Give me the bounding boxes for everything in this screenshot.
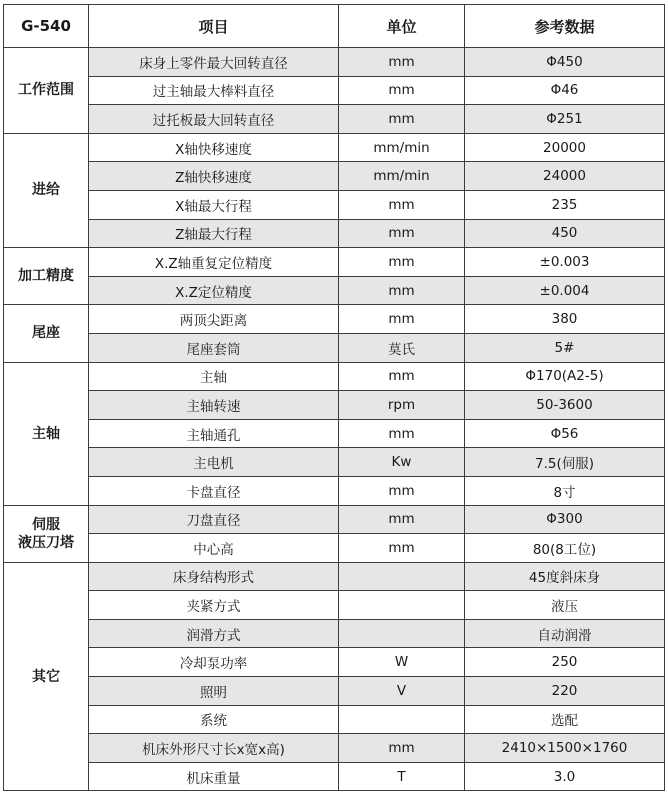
group-label <box>4 562 89 791</box>
value-cell: Φ450 <box>465 48 665 77</box>
param-cell: 床身上零件最大回转直径 <box>89 48 339 77</box>
unit-cell <box>339 619 465 648</box>
unit-cell: mm <box>339 276 465 305</box>
unit-cell: Kw <box>339 448 465 477</box>
value-cell: 20000 <box>465 133 665 162</box>
group-label-line: 主轴 <box>32 425 60 442</box>
param-cell: Z轴最大行程 <box>89 219 339 248</box>
value-cell: 5# <box>465 333 665 362</box>
group-label <box>4 505 89 562</box>
param-cell: 夹紧方式 <box>89 591 339 620</box>
param-cell: Z轴快移速度 <box>89 162 339 191</box>
unit-cell: V <box>339 677 465 706</box>
group-label-line: 液压刀塔 <box>18 534 74 551</box>
param-cell: 两顶尖距离 <box>89 305 339 334</box>
unit-cell: mm <box>339 105 465 134</box>
unit-cell: mm <box>339 734 465 763</box>
unit-cell: mm <box>339 48 465 77</box>
table-row <box>4 219 665 248</box>
value-cell: 450 <box>465 219 665 248</box>
value-cell: ±0.004 <box>465 276 665 305</box>
group-label <box>4 133 89 247</box>
param-cell: X轴快移速度 <box>89 133 339 162</box>
value-cell: 45度斜床身 <box>465 562 665 591</box>
param-cell: 主轴通孔 <box>89 419 339 448</box>
value-cell: Φ46 <box>465 76 665 105</box>
unit-cell <box>339 591 465 620</box>
param-cell: 机床重量 <box>89 762 339 791</box>
table-row <box>4 677 665 706</box>
param-cell: 过托板最大回转直径 <box>89 105 339 134</box>
group-label <box>4 362 89 505</box>
unit-cell: mm <box>339 505 465 534</box>
table-row <box>4 591 665 620</box>
table-row <box>4 105 665 134</box>
value-cell: 50-3600 <box>465 391 665 420</box>
value-cell: Φ300 <box>465 505 665 534</box>
param-cell: 主轴转速 <box>89 391 339 420</box>
unit-cell: mm/min <box>339 162 465 191</box>
table-row <box>4 648 665 677</box>
param-cell: 冷却泵功率 <box>89 648 339 677</box>
param-cell: X.Z轴重复定位精度 <box>89 248 339 277</box>
table-row <box>4 391 665 420</box>
unit-cell: W <box>339 648 465 677</box>
table-row <box>4 305 665 334</box>
value-cell: ±0.003 <box>465 248 665 277</box>
value-cell: 250 <box>465 648 665 677</box>
header-model: G-540 <box>4 5 89 48</box>
table-row <box>4 76 665 105</box>
group-label <box>4 305 89 362</box>
unit-cell: mm <box>339 248 465 277</box>
table-row <box>4 190 665 219</box>
unit-cell: mm <box>339 476 465 505</box>
table-row <box>4 762 665 791</box>
unit-cell <box>339 705 465 734</box>
table-row <box>4 276 665 305</box>
unit-cell: mm <box>339 419 465 448</box>
unit-cell: mm <box>339 534 465 563</box>
value-cell: 7.5(伺服) <box>465 448 665 477</box>
value-cell: 220 <box>465 677 665 706</box>
value-cell: 2410×1500×1760 <box>465 734 665 763</box>
header-row <box>4 5 665 48</box>
header-unit: 单位 <box>339 5 465 48</box>
value-cell: 380 <box>465 305 665 334</box>
value-cell: 液压 <box>465 591 665 620</box>
param-cell: 润滑方式 <box>89 619 339 648</box>
unit-cell: mm <box>339 190 465 219</box>
param-cell: X轴最大行程 <box>89 190 339 219</box>
param-cell: 主电机 <box>89 448 339 477</box>
param-cell: 卡盘直径 <box>89 476 339 505</box>
param-cell: 床身结构形式 <box>89 562 339 591</box>
table-row <box>4 133 665 162</box>
spec-table-body <box>4 48 665 791</box>
param-cell: 系统 <box>89 705 339 734</box>
group-label-line: 工作范围 <box>18 82 74 99</box>
unit-cell: mm <box>339 219 465 248</box>
value-cell: 80(8工位) <box>465 534 665 563</box>
value-cell: 自动润滑 <box>465 619 665 648</box>
table-row <box>4 505 665 534</box>
param-cell: 机床外形尺寸长x宽x高) <box>89 734 339 763</box>
param-cell: 尾座套筒 <box>89 333 339 362</box>
table-row <box>4 48 665 77</box>
table-row <box>4 362 665 391</box>
table-row <box>4 734 665 763</box>
table-row <box>4 705 665 734</box>
group-label-line: 伺服 <box>32 516 60 533</box>
spec-table-header <box>4 5 665 48</box>
value-cell: 8寸 <box>465 476 665 505</box>
unit-cell: mm <box>339 305 465 334</box>
param-cell: 照明 <box>89 677 339 706</box>
group-label-line: 其它 <box>32 668 60 685</box>
unit-cell: mm <box>339 76 465 105</box>
table-row <box>4 534 665 563</box>
table-row <box>4 333 665 362</box>
table-row <box>4 476 665 505</box>
table-row <box>4 562 665 591</box>
param-cell: 过主轴最大棒料直径 <box>89 76 339 105</box>
group-label <box>4 248 89 305</box>
value-cell: 选配 <box>465 705 665 734</box>
table-row <box>4 619 665 648</box>
unit-cell <box>339 562 465 591</box>
table-row <box>4 448 665 477</box>
group-label <box>4 48 89 134</box>
unit-cell: mm/min <box>339 133 465 162</box>
unit-cell: rpm <box>339 391 465 420</box>
value-cell: 3.0 <box>465 762 665 791</box>
param-cell: 中心高 <box>89 534 339 563</box>
value-cell: 24000 <box>465 162 665 191</box>
value-cell: Φ170(A2-5) <box>465 362 665 391</box>
param-cell: 主轴 <box>89 362 339 391</box>
unit-cell: T <box>339 762 465 791</box>
value-cell: Φ251 <box>465 105 665 134</box>
param-cell: X.Z定位精度 <box>89 276 339 305</box>
unit-cell: mm <box>339 362 465 391</box>
table-row <box>4 419 665 448</box>
group-label-line: 加工精度 <box>18 268 74 285</box>
group-label-line: 进给 <box>32 182 60 199</box>
group-label-line: 尾座 <box>32 325 60 342</box>
unit-cell: 莫氏 <box>339 333 465 362</box>
value-cell: Φ56 <box>465 419 665 448</box>
header-item: 项目 <box>89 5 339 48</box>
table-row <box>4 248 665 277</box>
value-cell: 235 <box>465 190 665 219</box>
header-value: 参考数据 <box>465 5 665 48</box>
param-cell: 刀盘直径 <box>89 505 339 534</box>
spec-table <box>3 4 665 791</box>
table-row <box>4 162 665 191</box>
